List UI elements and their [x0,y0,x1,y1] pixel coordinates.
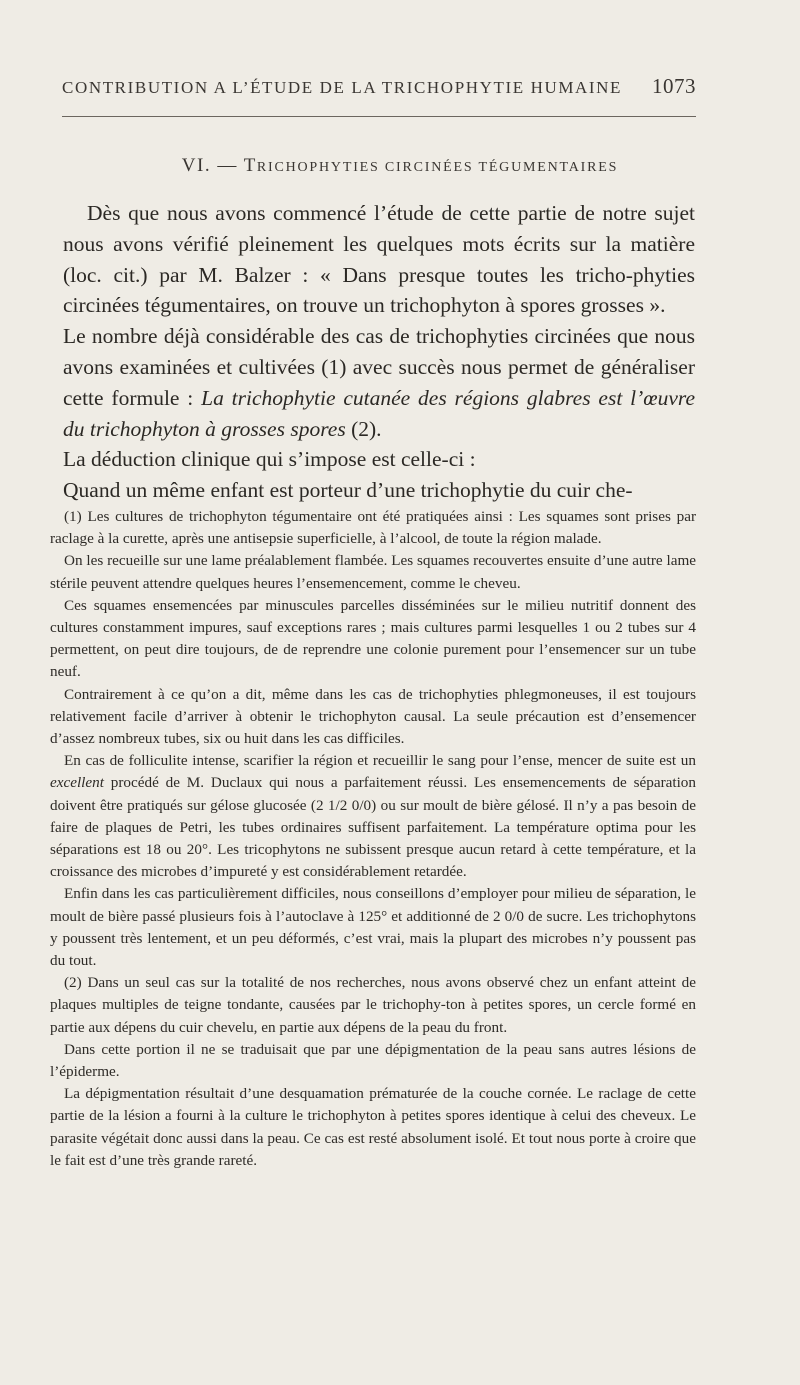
footnote-1-paragraph: Enfin dans les cas particulièrement difficiles, nous conseillons d’employer pour milieu de séparation, le moult de bière passé plusieurs fois à l’autoclave à 125° et additionné de 2 0/0 de sucre. Les trichophytons y poussent très lentement, et un peu déformés, c’est vrai, mais la plupart des microbes n’y poussent pas du tout. [50,885,696,970]
footnote-1-paragraph: Ces squames ensemencées par minuscules parcelles disséminées sur le milieu nutritif donnent des cultures constamment impures, sauf exceptions rares ; mais cultures parmi lesquelles 1 ou 2 tubes sur 4 permettent, on peut dire toujours, de de reprendre une colonie purement pour l’ensemencer sur un tube neuf. [50,596,696,681]
footnote-2-paragraph: (2) Dans un seul cas sur la totalité de nos recherches, nous avons observé chez un enfant atteint de plaques multiples de teigne tondante, causées par le trichophy-ton à petites spores, un cercle formé en partie aux dépens du cuir chevelu, en partie aux dépens de la peau du front. [50,974,696,1036]
footnote-text: En cas de folliculite intense, scarifier la région et recueillir le sang pour l’ense, mencer de suite est un [64,752,696,770]
footnote-1-paragraph: (1) Les cultures de trichophyton tégumentaire ont été pratiquées ainsi : Les squames sont prises par raclage à la curette, après une antisepsie superficielle, à l’alcool, de toute la région malade. [50,508,696,548]
page-number: 1073 [652,74,696,98]
paragraph [63,475,695,506]
footnote-1-paragraph [50,750,696,883]
running-title: CONTRIBUTION A L’ÉTUDE DE LA TRICHOPHYTIE HUMAINE [62,78,623,97]
footnote-text: procédé de M. Duclaux qui nous a parfaitement réussi. Les ensemencements de séparation doivent être pratiqués sur gélose glucosée (2 1/2 0/0) ou sur moult de bière gélosé. Il n’y a pas besoin de faire de plaques de Petri, les tubes ordinaires suffisent parfaitement. La température optima pour les séparations est 18 ou 20°. Les tricophytons ne subissent presque aucun retard à cette température, et la croissance des microbes d’impureté y est considérablement retardée. [50,774,696,881]
footnote-2-paragraph: La dépigmentation résultait d’une desquamation prématurée de la couche cornée. Le raclage de cette partie de la lésion a fourni à la culture le trichophyton à petites spores identique à celui des cheveux. Le parasite végétait donc aussi dans la peau. Ce cas est resté absolument isolé. Et tout nous porte à croire que le fait est d’une très grande rareté. [50,1085,696,1169]
footnote-2-paragraph: Dans cette portion il ne se traduisait que par une dépigmentation de la peau sans autres lésions de l’épiderme. [50,1040,696,1081]
header-rule [62,116,696,117]
footnotes [50,506,696,1172]
footnote-1-paragraph: Contrairement à ce qu’on a dit, même dans les cas de trichophyties phlegmoneuses, il est toujours relativement facile d’arriver à obtenir le trichophyton causal. La seule précaution est d’ensemencer d’assez nombreux tubes, six ou huit dans les cas difficiles. [50,685,696,748]
footnote-1-paragraph: On les recueille sur une lame préalablement flambée. Les squames recouvertes ensuite d’une autre lame stérile peuvent attendre quelques heures l’ensemencement, comme le cheveu. [50,552,696,592]
paragraph [63,444,695,475]
paragraph-text: Quand un même enfant est porteur d’une trichophytie du cuir che- [63,478,633,503]
paragraph [63,198,695,321]
paragraph-text: Le nombre déjà considérable des cas de trichophyties circinées que nous avons examinées et cultivées (1) avec succès nous permet de généraliser cette formule : [63,324,695,410]
section-number: VI. — [181,155,244,176]
paragraph-text: Dès que nous avons commencé l’étude de cette partie de notre sujet nous avons vérifié pleinement les quelques mots écrits sur la matière (loc. cit.) par M. Balzer : « Dans presque toutes les tricho-phyties circinées tégumentaires, on trouve un trichophyton à spores grosses ». [63,201,695,318]
italic-word: excellent [50,774,104,792]
paragraph [63,321,695,444]
paragraph-text: La déduction clinique qui s’impose est celle-ci : [63,447,476,472]
section-title-initial: T [243,155,257,176]
italic-statement: La trichophytie cutanée des régions glabres est l’œuvre du trichophyton à grosses spores [63,385,695,441]
section-title-rest: RICHOPHYTIES CIRCINÉES TÉGUMENTAIRES [256,160,619,175]
paragraph-text: (2). [345,416,382,441]
section-heading [0,155,800,177]
main-text [63,198,695,506]
